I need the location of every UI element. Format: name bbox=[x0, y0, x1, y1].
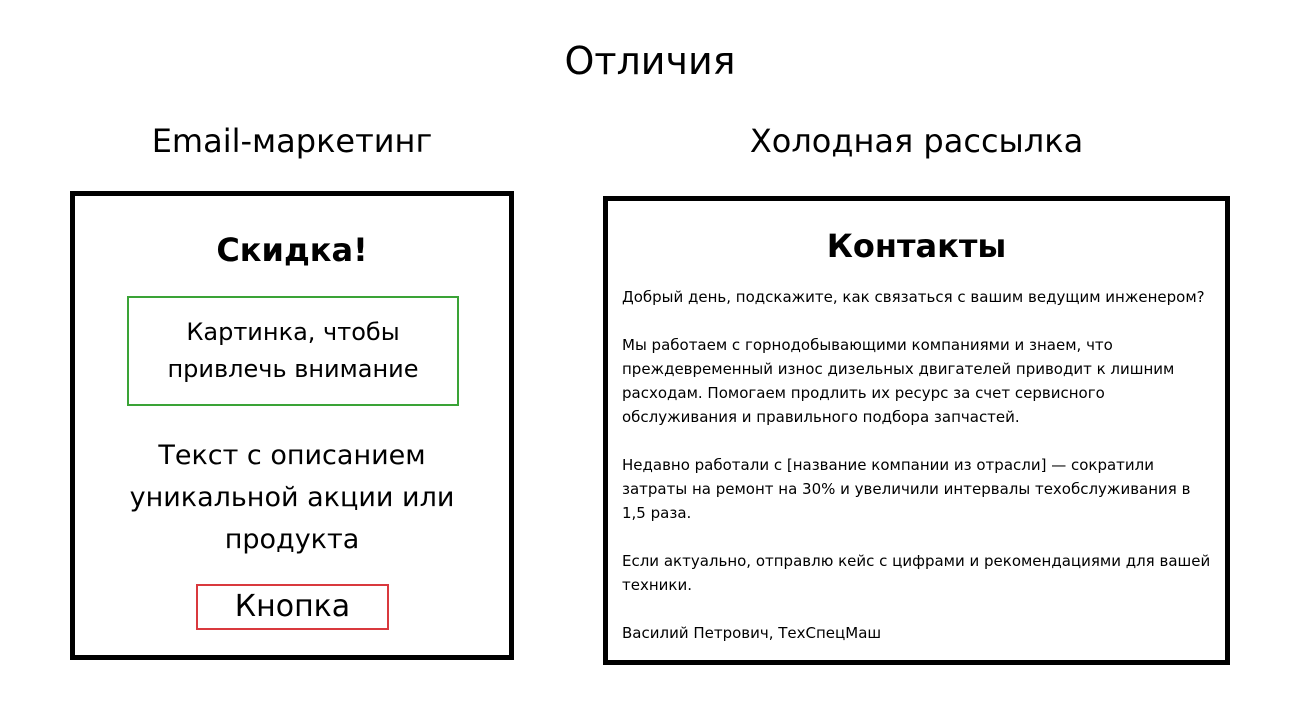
letter-heading: Контакты bbox=[826, 227, 1007, 265]
letter-signature: Василий Петрович, ТехСпецМаш bbox=[622, 624, 882, 642]
cold-outreach-column-title: Холодная рассылка bbox=[749, 122, 1084, 160]
letter-body bbox=[622, 285, 1212, 645]
promo-description: Текст с описанием уникальной акции или продукта bbox=[129, 440, 455, 555]
letter-paragraph-offer: Если актуально, отправлю кейс с цифрами и рекомендациями для вашей техники. bbox=[622, 552, 1211, 594]
image-placeholder-label: Картинка, чтобы привлечь внимание bbox=[167, 318, 419, 383]
email-marketing-column-title: Email-маркетинг bbox=[151, 122, 433, 160]
letter-greeting: Добрый день, подскажите, как связаться с вашим ведущим инженером? bbox=[622, 288, 1205, 306]
promo-heading: Скидка! bbox=[216, 231, 368, 269]
letter-paragraph-case: Недавно работали с [название компании из отрасли] — сократили затраты на ремонт на 30% и увеличили интервалы техобслуживания в 1,5 раза. bbox=[622, 456, 1191, 522]
email-marketing-mockup bbox=[70, 191, 514, 660]
page-title: Отличия bbox=[564, 39, 736, 83]
image-placeholder bbox=[127, 296, 459, 406]
cold-outreach-mockup bbox=[603, 196, 1230, 665]
letter-paragraph-problem: Мы работаем с горнодобывающими компаниями и знаем, что преждевременный износ дизельных двигателей приводит к лишним расходам. Помогаем продлить их ресурс за счет сервисного обслуживания и правильного подбора запчастей. bbox=[622, 336, 1175, 426]
cta-button[interactable]: Кнопка bbox=[196, 584, 389, 630]
